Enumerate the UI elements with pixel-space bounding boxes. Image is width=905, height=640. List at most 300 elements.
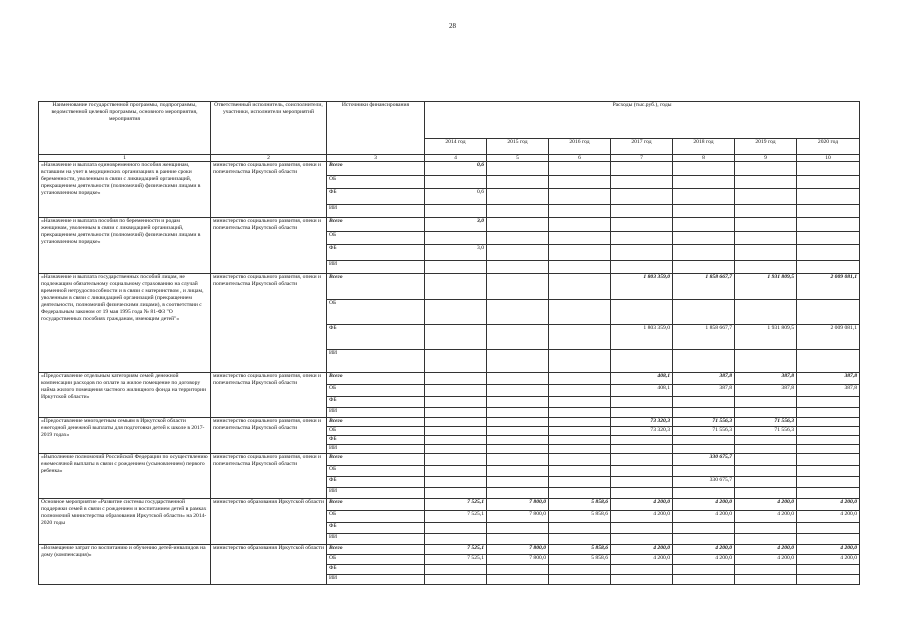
expense-cell: 5 858,6 bbox=[549, 555, 611, 565]
measure-name: «Назначение и выплата государственных пособий лицам, не подлежащим обязательному социальному страхованию на случай временной нетрудоспособности и в связи с материнством , и лицам, уволенным в связи с ликвидацией организаций (прекращением деятельности, полномочий физическими лицами), в соответствии с Федеральным законом от 19 мая 1995 года № 81-ФЗ "О государственных пособиях гражданам, имеющим детей"» bbox=[39, 274, 211, 373]
expense-cell bbox=[425, 534, 487, 545]
expense-cell: 408,1 bbox=[611, 385, 673, 397]
expense-cell bbox=[735, 162, 797, 176]
funding-source: ФБ bbox=[327, 325, 425, 350]
expense-cell bbox=[425, 325, 487, 350]
expense-cell bbox=[487, 350, 549, 373]
expense-cell bbox=[797, 189, 860, 205]
header-year: 2017 год bbox=[611, 139, 673, 155]
expense-cell: 387,8 bbox=[797, 373, 860, 385]
expense-cell: 71 556,3 bbox=[735, 418, 797, 427]
expense-cell bbox=[611, 176, 673, 189]
funding-source: ИИ bbox=[327, 534, 425, 545]
table-row bbox=[39, 218, 860, 232]
expense-cell bbox=[797, 261, 860, 274]
expense-cell bbox=[487, 232, 549, 245]
expense-cell bbox=[487, 176, 549, 189]
expense-cell bbox=[549, 232, 611, 245]
expense-cell: 0,6 bbox=[425, 162, 487, 176]
expense-cell bbox=[797, 477, 860, 488]
expense-cell bbox=[673, 488, 735, 499]
expense-cell bbox=[487, 436, 549, 445]
expense-cell bbox=[425, 418, 487, 427]
expense-cell bbox=[735, 488, 797, 499]
expense-cell bbox=[735, 232, 797, 245]
expense-cell: 4 200,0 bbox=[673, 555, 735, 565]
expense-cell bbox=[797, 205, 860, 218]
column-number: 5 bbox=[487, 155, 549, 162]
expense-cell bbox=[611, 466, 673, 477]
funding-source: ОБ bbox=[327, 385, 425, 397]
expense-cell bbox=[425, 488, 487, 499]
expense-cell bbox=[735, 218, 797, 232]
expense-cell bbox=[673, 189, 735, 205]
header-year: 2014 год bbox=[425, 139, 487, 155]
expense-cell bbox=[735, 534, 797, 545]
table-row bbox=[39, 454, 860, 466]
header-name: Наименование государственной программы, подпрограммы, ведомственной целевой программы, основного мероприятия, мероприятия bbox=[39, 102, 211, 155]
expense-cell bbox=[425, 397, 487, 408]
expense-cell bbox=[611, 350, 673, 373]
column-number: 4 bbox=[425, 155, 487, 162]
expense-cell bbox=[673, 408, 735, 418]
expense-cell bbox=[735, 176, 797, 189]
expense-cell bbox=[549, 274, 611, 300]
expense-cell bbox=[611, 300, 673, 325]
expense-cell bbox=[487, 565, 549, 575]
measure-executor: министерство социального развития, опеки и попечительства Иркутской области bbox=[211, 454, 327, 499]
expense-cell: 71 556,3 bbox=[673, 418, 735, 427]
expense-cell bbox=[611, 477, 673, 488]
expense-cell: 73 320,3 bbox=[611, 427, 673, 436]
expense-cell bbox=[549, 325, 611, 350]
expense-cell: 330 675,7 bbox=[673, 477, 735, 488]
expense-cell bbox=[425, 176, 487, 189]
expense-cell bbox=[673, 565, 735, 575]
funding-source: Всего bbox=[327, 418, 425, 427]
funding-source: ИИ bbox=[327, 488, 425, 499]
expense-cell bbox=[425, 205, 487, 218]
header-year: 2018 год bbox=[673, 139, 735, 155]
expense-cell: 7 525,1 bbox=[425, 499, 487, 511]
funding-source: Всего bbox=[327, 162, 425, 176]
expense-cell: 387,8 bbox=[673, 385, 735, 397]
expense-cell bbox=[611, 445, 673, 454]
expense-cell bbox=[611, 488, 673, 499]
expense-cell bbox=[797, 534, 860, 545]
funding-source: Всего bbox=[327, 373, 425, 385]
expense-cell bbox=[487, 397, 549, 408]
expense-cell: 7 525,1 bbox=[425, 511, 487, 523]
expense-cell bbox=[487, 466, 549, 477]
expense-cell: 2 009 081,1 bbox=[797, 325, 860, 350]
expense-cell bbox=[735, 189, 797, 205]
column-number: 9 bbox=[735, 155, 797, 162]
funding-source: ФБ bbox=[327, 523, 425, 534]
funding-source: ОБ bbox=[327, 427, 425, 436]
expense-cell bbox=[735, 261, 797, 274]
expense-cell bbox=[549, 300, 611, 325]
expense-cell bbox=[487, 575, 549, 585]
funding-source: ИИ bbox=[327, 408, 425, 418]
expense-cell bbox=[425, 408, 487, 418]
expense-cell bbox=[549, 565, 611, 575]
expense-cell bbox=[797, 162, 860, 176]
funding-source: ФБ bbox=[327, 397, 425, 408]
expense-cell bbox=[549, 245, 611, 261]
expense-cell bbox=[549, 445, 611, 454]
expense-cell bbox=[735, 245, 797, 261]
measure-name: «Возмещение затрат по воспитанию и обучению детей-инвалидов на дому (компенсация)» bbox=[39, 545, 211, 585]
funding-source: ИИ bbox=[327, 445, 425, 454]
expense-cell: 1 803 359,0 bbox=[611, 274, 673, 300]
expense-cell bbox=[735, 436, 797, 445]
expense-cell bbox=[797, 436, 860, 445]
measure-executor: министерство социального развития, опеки и попечительства Иркутской области bbox=[211, 373, 327, 418]
expense-cell: 7 800,0 bbox=[487, 511, 549, 523]
expense-cell bbox=[611, 534, 673, 545]
expense-cell bbox=[735, 565, 797, 575]
expense-cell bbox=[735, 408, 797, 418]
expense-cell: 387,8 bbox=[735, 373, 797, 385]
table-row bbox=[39, 162, 860, 176]
measure-executor: министерство социального развития, опеки и попечительства Иркутской области bbox=[211, 162, 327, 218]
table-row bbox=[39, 274, 860, 300]
expense-cell: 71 556,3 bbox=[673, 427, 735, 436]
expense-cell: 387,8 bbox=[673, 373, 735, 385]
expense-cell bbox=[487, 274, 549, 300]
expense-cell: 7 800,0 bbox=[487, 499, 549, 511]
measure-executor: министерство социального развития, опеки и попечительства Иркутской области bbox=[211, 274, 327, 373]
column-number: 2 bbox=[211, 155, 327, 162]
expense-cell bbox=[487, 218, 549, 232]
expense-cell bbox=[487, 385, 549, 397]
expense-cell bbox=[673, 523, 735, 534]
expense-cell: 1 931 809,5 bbox=[735, 325, 797, 350]
expense-cell: 387,8 bbox=[797, 385, 860, 397]
expense-cell bbox=[797, 488, 860, 499]
expense-cell bbox=[673, 466, 735, 477]
expense-cell bbox=[549, 436, 611, 445]
expense-cell bbox=[425, 436, 487, 445]
column-number: 1 bbox=[39, 155, 211, 162]
expense-cell: 7 525,1 bbox=[425, 555, 487, 565]
funding-source: ОБ bbox=[327, 176, 425, 189]
expense-cell bbox=[487, 162, 549, 176]
expense-cell bbox=[735, 575, 797, 585]
funding-source: ОБ bbox=[327, 466, 425, 477]
expense-cell bbox=[673, 205, 735, 218]
expense-cell bbox=[425, 300, 487, 325]
expense-cell bbox=[797, 300, 860, 325]
expense-cell bbox=[611, 565, 673, 575]
expense-cell bbox=[611, 162, 673, 176]
expense-cell bbox=[549, 466, 611, 477]
expense-cell bbox=[673, 534, 735, 545]
expense-cell bbox=[611, 232, 673, 245]
expense-cell: 4 200,0 bbox=[611, 555, 673, 565]
expense-cell: 4 200,0 bbox=[611, 499, 673, 511]
expense-cell: 387,8 bbox=[735, 385, 797, 397]
expense-cell bbox=[797, 397, 860, 408]
expense-cell bbox=[549, 373, 611, 385]
expense-cell bbox=[797, 418, 860, 427]
header-year: 2019 год bbox=[735, 139, 797, 155]
funding-source: Всего bbox=[327, 499, 425, 511]
expense-cell bbox=[487, 418, 549, 427]
expense-cell bbox=[549, 418, 611, 427]
expense-cell: 4 200,0 bbox=[735, 545, 797, 555]
expense-cell: 5 858,6 bbox=[549, 499, 611, 511]
header-year: 2016 год bbox=[549, 139, 611, 155]
expense-cell: 4 200,0 bbox=[797, 545, 860, 555]
funding-source: ИИ bbox=[327, 205, 425, 218]
expense-cell bbox=[673, 245, 735, 261]
expense-cell bbox=[549, 427, 611, 436]
header-executor: Ответственный исполнитель, соисполнители, участники, исполнители мероприятий bbox=[211, 102, 327, 155]
expense-cell bbox=[487, 205, 549, 218]
expense-cell: 4 200,0 bbox=[673, 545, 735, 555]
measure-name: «Назначение и выплата единовременного пособия женщинам, вставшим на учет в медицинских организациях в ранние сроки беременности, уволенным в связи с ликвидацией организаций, прекращением деятельности (полномочий) физическими лицами в установленном порядке» bbox=[39, 162, 211, 218]
expense-cell bbox=[549, 408, 611, 418]
expense-cell bbox=[611, 218, 673, 232]
table-row bbox=[39, 418, 860, 427]
expense-cell bbox=[425, 232, 487, 245]
expense-cell bbox=[797, 466, 860, 477]
expense-cell bbox=[673, 350, 735, 373]
expense-cell bbox=[425, 274, 487, 300]
expenses-table bbox=[38, 101, 860, 585]
expense-cell bbox=[487, 427, 549, 436]
expense-cell bbox=[487, 523, 549, 534]
funding-source: ИИ bbox=[327, 350, 425, 373]
table-row bbox=[39, 499, 860, 511]
expense-cell: 408,1 bbox=[611, 373, 673, 385]
expense-cell bbox=[797, 575, 860, 585]
funding-source: Всего bbox=[327, 545, 425, 555]
column-number: 8 bbox=[673, 155, 735, 162]
expense-cell bbox=[487, 245, 549, 261]
header-expenses: Расходы (тыс.руб.), годы bbox=[425, 102, 860, 139]
expense-cell bbox=[673, 436, 735, 445]
expense-cell bbox=[673, 218, 735, 232]
expense-cell bbox=[549, 534, 611, 545]
expense-cell bbox=[425, 261, 487, 274]
funding-source: ОБ bbox=[327, 300, 425, 325]
expense-cell: 4 200,0 bbox=[735, 511, 797, 523]
expense-cell: 71 556,3 bbox=[735, 427, 797, 436]
funding-source: ИИ bbox=[327, 575, 425, 585]
expense-cell bbox=[549, 218, 611, 232]
expense-cell bbox=[611, 575, 673, 585]
expense-cell bbox=[487, 189, 549, 205]
expense-cell bbox=[425, 350, 487, 373]
expense-cell bbox=[425, 565, 487, 575]
expense-cell bbox=[487, 325, 549, 350]
expense-cell bbox=[487, 488, 549, 499]
column-number: 3 bbox=[327, 155, 425, 162]
expense-cell: 2 009 081,1 bbox=[797, 274, 860, 300]
expense-cell bbox=[797, 523, 860, 534]
funding-source: ФБ bbox=[327, 436, 425, 445]
expense-cell: 0,6 bbox=[425, 189, 487, 205]
expense-cell: 7 525,1 bbox=[425, 545, 487, 555]
expense-cell: 330 675,7 bbox=[673, 454, 735, 466]
expense-cell bbox=[425, 427, 487, 436]
funding-source: ОБ bbox=[327, 555, 425, 565]
expense-cell: 5 858,6 bbox=[549, 511, 611, 523]
expense-cell bbox=[735, 205, 797, 218]
expense-cell bbox=[611, 523, 673, 534]
expense-cell bbox=[673, 445, 735, 454]
expense-cell: 4 200,0 bbox=[797, 555, 860, 565]
expense-cell bbox=[425, 454, 487, 466]
expense-cell bbox=[487, 534, 549, 545]
expense-cell: 4 200,0 bbox=[797, 499, 860, 511]
funding-source: ФБ bbox=[327, 565, 425, 575]
expense-cell: 4 200,0 bbox=[611, 511, 673, 523]
expense-cell bbox=[673, 300, 735, 325]
expense-cell bbox=[425, 385, 487, 397]
expense-cell: 4 200,0 bbox=[735, 499, 797, 511]
expense-cell bbox=[425, 445, 487, 454]
expense-cell bbox=[797, 454, 860, 466]
expense-cell bbox=[673, 397, 735, 408]
expense-cell bbox=[735, 397, 797, 408]
expense-cell: 1 858 667,7 bbox=[673, 274, 735, 300]
expense-cell bbox=[549, 397, 611, 408]
measure-name: «Предоставление отдельным категориям семей денежной компенсации расходов по оплате за жилое помещение по договору найма жилого помещения частного жилищного фонда на территории Иркутской области» bbox=[39, 373, 211, 418]
header-year: 2015 год bbox=[487, 139, 549, 155]
expense-cell bbox=[797, 408, 860, 418]
expense-cell: 4 200,0 bbox=[797, 511, 860, 523]
expense-cell bbox=[673, 162, 735, 176]
expense-cell bbox=[487, 261, 549, 274]
funding-source: ОБ bbox=[327, 232, 425, 245]
expense-cell bbox=[735, 523, 797, 534]
expense-cell: 3,0 bbox=[425, 218, 487, 232]
expense-cell bbox=[549, 575, 611, 585]
expense-cell bbox=[673, 176, 735, 189]
expense-cell: 1 858 667,7 bbox=[673, 325, 735, 350]
expense-cell bbox=[549, 189, 611, 205]
expense-cell: 1 803 359,0 bbox=[611, 325, 673, 350]
header-year: 2020 год bbox=[797, 139, 860, 155]
expense-cell bbox=[797, 350, 860, 373]
expense-cell bbox=[549, 205, 611, 218]
expense-cell: 4 200,0 bbox=[735, 555, 797, 565]
expense-cell bbox=[487, 408, 549, 418]
measure-executor: министерство образования Иркутской области bbox=[211, 499, 327, 545]
measure-name: Основное мероприятие «Развитие системы государственной поддержки семей в связи с рождением и воспитанием детей в рамках полномочий министерства образования Иркутской области» на 2014-2020 годы bbox=[39, 499, 211, 545]
expense-cell bbox=[549, 385, 611, 397]
expense-cell bbox=[735, 454, 797, 466]
expense-cell bbox=[549, 350, 611, 373]
expense-cell: 4 200,0 bbox=[673, 499, 735, 511]
expense-cell bbox=[797, 427, 860, 436]
column-number: 6 bbox=[549, 155, 611, 162]
expense-cell bbox=[673, 232, 735, 245]
expense-cell bbox=[611, 189, 673, 205]
funding-source: Всего bbox=[327, 274, 425, 300]
expense-cell bbox=[487, 454, 549, 466]
measure-executor: министерство социального развития, опеки и попечительства Иркутской области bbox=[211, 218, 327, 274]
expense-cell bbox=[797, 245, 860, 261]
expense-cell bbox=[549, 523, 611, 534]
expense-cell bbox=[425, 466, 487, 477]
measure-executor: министерство социального развития, опеки и попечительства Иркутской области bbox=[211, 418, 327, 454]
funding-source: ФБ bbox=[327, 477, 425, 488]
expense-cell: 5 858,6 bbox=[549, 545, 611, 555]
table-row bbox=[39, 545, 860, 555]
expense-cell bbox=[425, 477, 487, 488]
expense-cell bbox=[549, 261, 611, 274]
expense-cell bbox=[797, 176, 860, 189]
column-number: 10 bbox=[797, 155, 860, 162]
expense-cell bbox=[549, 176, 611, 189]
header-source: Источники финансирования bbox=[327, 102, 425, 155]
expense-cell bbox=[425, 373, 487, 385]
expense-cell bbox=[797, 218, 860, 232]
expense-cell bbox=[487, 477, 549, 488]
expense-cell: 4 200,0 bbox=[611, 545, 673, 555]
funding-source: Всего bbox=[327, 454, 425, 466]
expense-cell: 4 200,0 bbox=[673, 511, 735, 523]
table-row bbox=[39, 373, 860, 385]
measure-name: «Назначение и выплата пособия по беременности и родам женщинам, уволенным в связи с ликвидацией организаций, прекращением деятельности (полномочий) физическими лицами в установленном порядке» bbox=[39, 218, 211, 274]
expense-cell bbox=[735, 445, 797, 454]
expense-cell bbox=[611, 397, 673, 408]
measure-name: «Предоставление многодетным семьям в Иркутской области ежегодной денежной выплаты для подготовки детей к школе в 2017-2019 годах» bbox=[39, 418, 211, 454]
funding-source: ФБ bbox=[327, 189, 425, 205]
expense-cell bbox=[611, 245, 673, 261]
funding-source: ФБ bbox=[327, 245, 425, 261]
measure-executor: министерство образования Иркутской области bbox=[211, 545, 327, 585]
expense-cell bbox=[425, 523, 487, 534]
expense-cell bbox=[549, 162, 611, 176]
expense-cell bbox=[735, 300, 797, 325]
expense-cell: 7 800,0 bbox=[487, 555, 549, 565]
expense-cell bbox=[611, 205, 673, 218]
expense-cell bbox=[549, 488, 611, 499]
expense-cell bbox=[673, 575, 735, 585]
expense-cell bbox=[735, 466, 797, 477]
expense-cell: 7 800,0 bbox=[487, 545, 549, 555]
page-number: 28 bbox=[449, 22, 456, 30]
expense-cell bbox=[735, 350, 797, 373]
expense-cell bbox=[673, 261, 735, 274]
expense-cell bbox=[487, 300, 549, 325]
expense-cell bbox=[611, 261, 673, 274]
expense-cell: 73 320,3 bbox=[611, 418, 673, 427]
expense-cell bbox=[611, 408, 673, 418]
expense-cell bbox=[549, 454, 611, 466]
funding-source: Всего bbox=[327, 218, 425, 232]
expense-cell bbox=[425, 575, 487, 585]
expense-cell bbox=[797, 445, 860, 454]
column-number: 7 bbox=[611, 155, 673, 162]
expense-cell bbox=[611, 454, 673, 466]
expense-cell bbox=[797, 232, 860, 245]
expense-cell bbox=[487, 445, 549, 454]
expense-cell bbox=[549, 477, 611, 488]
expense-cell bbox=[797, 565, 860, 575]
expense-cell: 3,0 bbox=[425, 245, 487, 261]
expense-cell bbox=[611, 436, 673, 445]
funding-source: ОБ bbox=[327, 511, 425, 523]
expense-cell bbox=[487, 373, 549, 385]
expense-cell: 1 931 809,5 bbox=[735, 274, 797, 300]
